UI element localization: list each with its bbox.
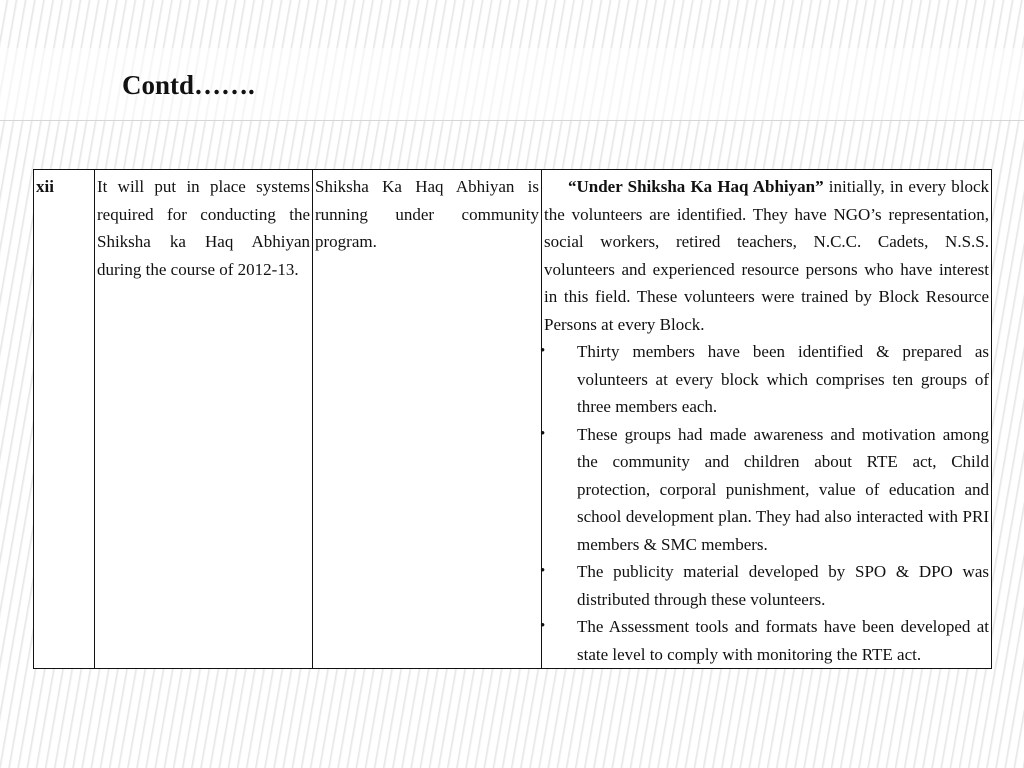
list-item-text: Thirty members have been identified & prepared as volunteers at every block which comprises ten groups of three members each. <box>577 342 989 416</box>
slide-title: Contd……. <box>122 70 255 100</box>
bullet-icon: • <box>540 618 546 634</box>
details-heading: “Under Shiksha Ka Haq Abhiyan” <box>568 177 824 196</box>
bullet-list <box>540 338 989 668</box>
activity-cell: It will put in place systems required for conducting the Shiksha ka Haq Abhiyan during the course of 2012-13. <box>95 170 313 669</box>
bullet-icon: • <box>540 425 546 442</box>
content-table <box>33 169 992 669</box>
bullet-icon: • <box>540 343 546 359</box>
status-cell: Shiksha Ka Haq Abhiyan is running under community program. <box>313 170 542 669</box>
details-intro <box>544 173 989 338</box>
bullet-icon: • <box>540 563 546 579</box>
list-item <box>540 613 989 668</box>
list-item <box>540 421 989 559</box>
row-number-cell: xii <box>34 170 95 669</box>
list-item <box>540 338 989 421</box>
list-item-text: These groups had made awareness and motivation among the community and children about RTE act, Child protection, corporal punishment, value of education and school development plan. They had also interacted with PRI members & SMC members. <box>577 424 989 554</box>
list-item <box>540 558 989 613</box>
list-item-text: The Assessment tools and formats have been developed at state level to comply with monitoring the RTE act. <box>577 617 989 664</box>
list-item-text: The publicity material developed by SPO & DPO was distributed through these volunteers. <box>577 562 989 609</box>
details-cell <box>542 170 992 669</box>
details-intro-text: initially, in every block the volunteers are identified. They have NGO’s representation, social workers, retired teachers, N.C.C. Cadets, N.S.S. volunteers and experienced resource persons who have interest in this field. These volunteers were trained by Block Resource Persons at every Block. <box>544 177 989 334</box>
table-row <box>34 170 992 669</box>
